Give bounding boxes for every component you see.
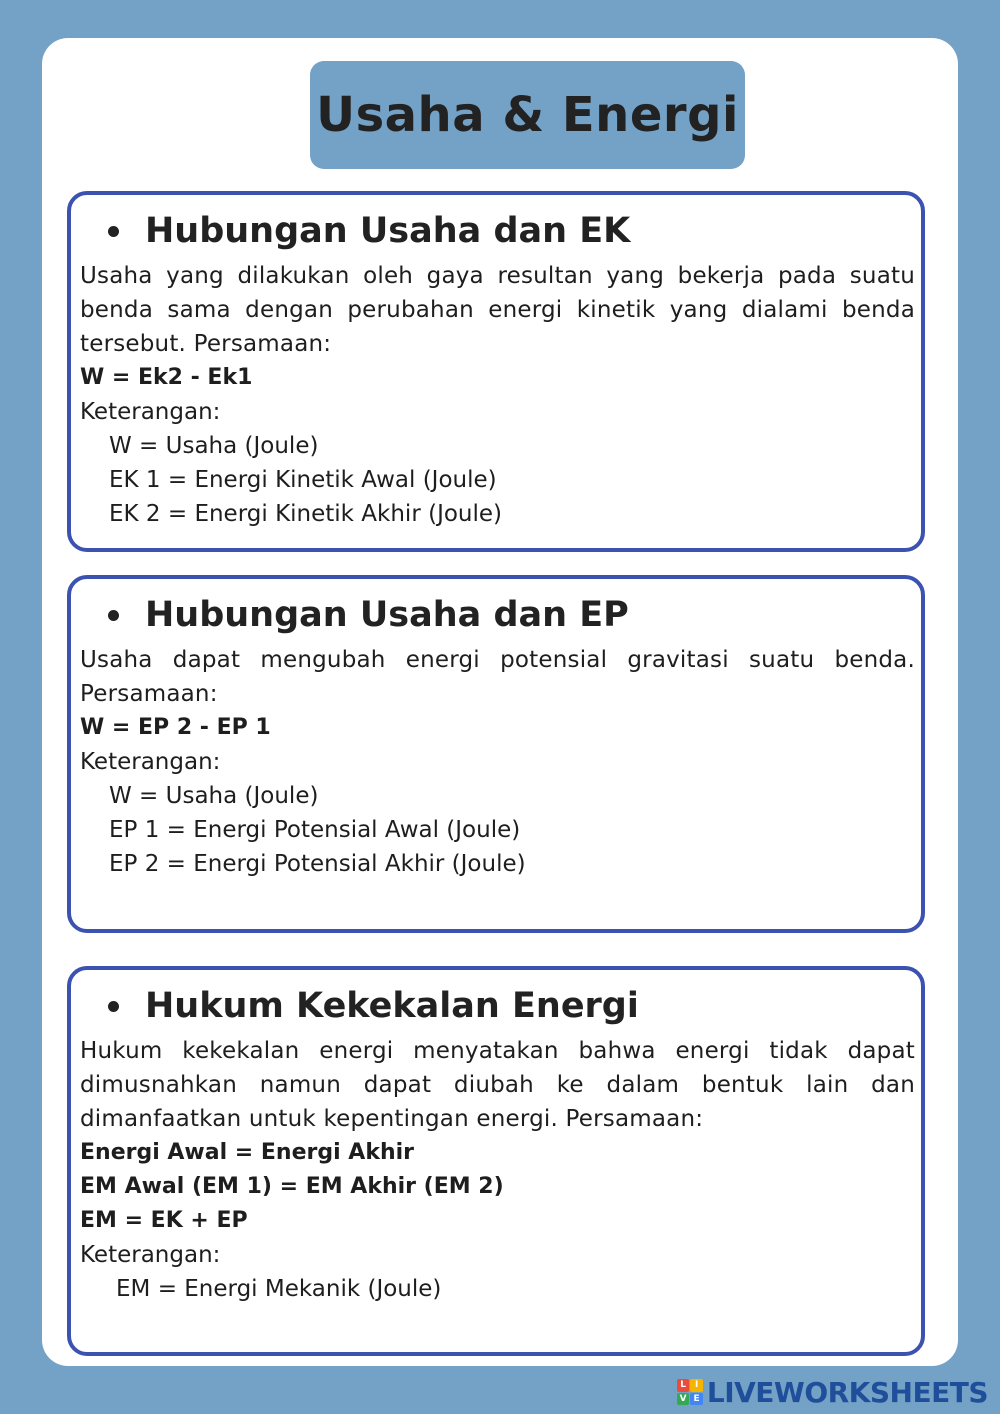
- title-banner: [310, 61, 745, 169]
- keterangan-item: W = Usaha (Joule): [109, 433, 319, 459]
- bullet-icon: [108, 226, 119, 237]
- equation: EM = EK + EP: [80, 1208, 248, 1233]
- section-body: Usaha dapat mengubah energi potensial gravitasi suatu benda. Persamaan:: [80, 647, 915, 707]
- logo-letter: E: [690, 1393, 703, 1406]
- keterangan-label: Keterangan:: [80, 399, 221, 425]
- section-card-usaha-ep: [67, 575, 925, 933]
- keterangan-label: Keterangan:: [80, 749, 221, 775]
- liveworksheets-logo-icon: [677, 1379, 703, 1405]
- keterangan-item: EP 1 = Energi Potensial Awal (Joule): [109, 817, 521, 843]
- bullet-icon: [108, 1001, 119, 1012]
- keterangan-label: Keterangan:: [80, 1242, 221, 1268]
- keterangan-item: EK 1 = Energi Kinetik Awal (Joule): [109, 467, 497, 493]
- section-card-usaha-ek: [67, 191, 925, 552]
- section-body: Hukum kekekalan energi menyatakan bahwa energi tidak dapat dimusnahkan namun dapat diubah ke dalam bentuk lain dan dimanfaatkan untuk kepentingan energi. Persamaan:: [80, 1038, 915, 1132]
- section-heading: Hubungan Usaha dan EP: [108, 591, 915, 639]
- equation: W = EP 2 - EP 1: [80, 715, 271, 740]
- footer-brand-text: LIVEWORKSHEETS: [706, 1375, 988, 1409]
- equation: W = Ek2 - Ek1: [80, 365, 253, 390]
- keterangan-item: EP 2 = Energi Potensial Akhir (Joule): [109, 851, 526, 877]
- logo-letter: I: [690, 1379, 703, 1392]
- keterangan-item: EK 2 = Energi Kinetik Akhir (Joule): [109, 501, 503, 527]
- equation: Energi Awal = Energi Akhir: [80, 1140, 415, 1165]
- section-body: Usaha yang dilakukan oleh gaya resultan yang bekerja pada suatu benda sama dengan perubahan energi kinetik yang dialami benda tersebut. Persamaan:: [80, 263, 915, 357]
- section-heading: Hubungan Usaha dan EK: [108, 207, 915, 255]
- equation: EM Awal (EM 1) = EM Akhir (EM 2): [80, 1174, 504, 1199]
- section-heading: Hukum Kekekalan Energi: [108, 982, 915, 1030]
- logo-letter: L: [677, 1379, 690, 1392]
- section-card-kekekalan-energi: [67, 966, 925, 1356]
- keterangan-item: EM = Energi Mekanik (Joule): [116, 1276, 442, 1302]
- page-title: Usaha & Energi: [316, 87, 739, 143]
- logo-letter: V: [677, 1393, 690, 1406]
- keterangan-item: W = Usaha (Joule): [109, 783, 319, 809]
- bullet-icon: [108, 610, 119, 621]
- footer-brand[interactable]: [677, 1375, 988, 1409]
